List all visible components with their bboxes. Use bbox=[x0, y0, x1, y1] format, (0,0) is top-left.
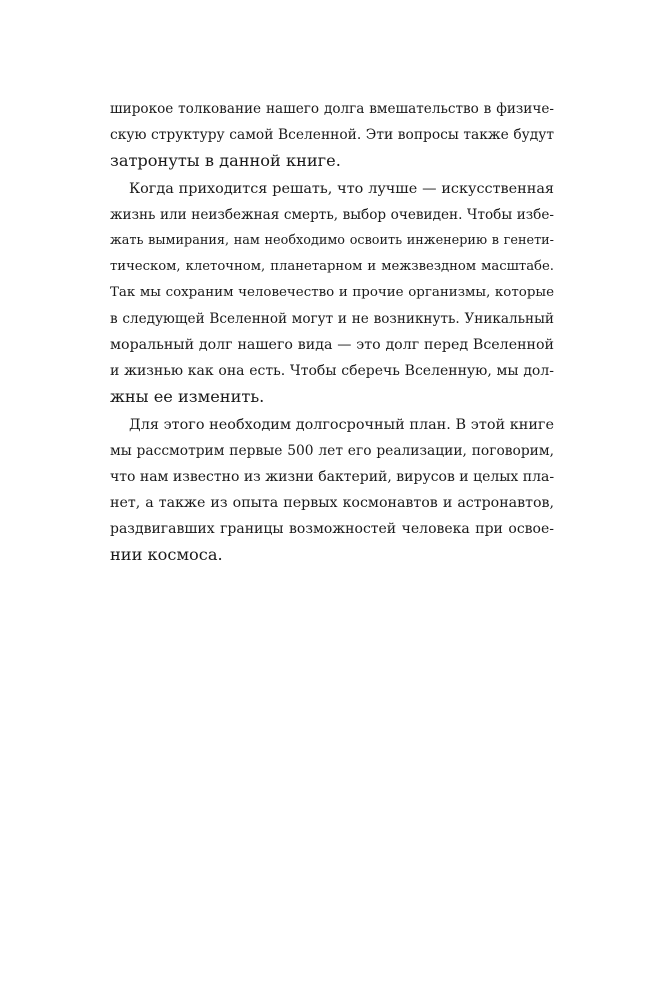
text-line: тическом, клеточном, планетарном и межзвездном масштабе. bbox=[110, 259, 554, 274]
text-line: мы рассмотрим первые 500 лет его реализации, поговорим, bbox=[110, 443, 554, 459]
text-line: раздвигавших границы возможностей человека при освое- bbox=[110, 521, 554, 537]
text-line: моральный долг нашего вида — это долг перед Вселенной bbox=[110, 337, 554, 353]
text-line: что нам известно из жизни бактерий, вирусов и целых пла- bbox=[110, 469, 555, 485]
text-line: широкое толкование нашего долга вмешательство в физиче- bbox=[110, 101, 554, 117]
text-line: нии космоса. bbox=[110, 545, 223, 564]
text-line: жать вымирания, нам необходимо освоить инженерию в генети- bbox=[110, 233, 554, 248]
text-line: в следующей Вселенной могут и не возникнуть. Уникальный bbox=[110, 311, 554, 327]
text-line: скую структуру самой Вселенной. Эти вопросы также будут bbox=[110, 127, 554, 143]
text-line: жны ее изменить. bbox=[110, 387, 265, 406]
text-line: Так мы сохраним человечество и прочие организмы, которые bbox=[110, 285, 554, 300]
text-line: затронуты в данной книге. bbox=[110, 151, 341, 170]
text-line: жизнь или неизбежная смерть, выбор очевиден. Чтобы избе- bbox=[110, 207, 554, 223]
text-line: нет, а также из опыта первых космонавтов и астронавтов, bbox=[110, 495, 554, 511]
text-line: Когда приходится решать, что лучше — искусственная bbox=[129, 181, 554, 197]
text-line: Для этого необходим долгосрочный план. В этой книге bbox=[129, 417, 554, 433]
text-line: и жизнью как она есть. Чтобы сберечь Вселенную, мы дол- bbox=[110, 363, 554, 379]
